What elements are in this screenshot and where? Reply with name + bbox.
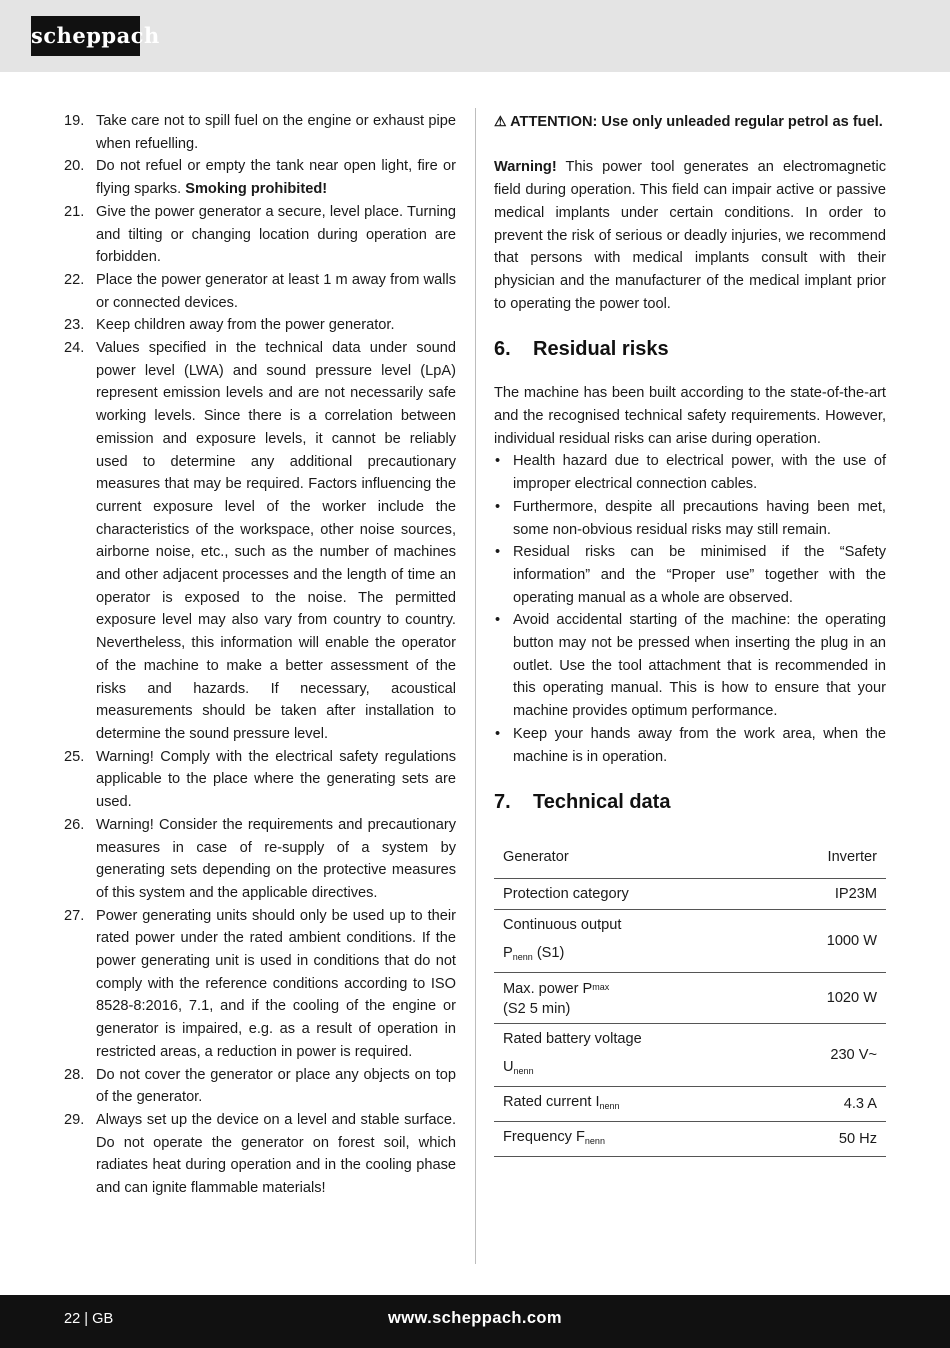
item-number: 26.	[64, 816, 85, 833]
row-value: IP23M	[767, 879, 886, 910]
item-text	[96, 155, 456, 200]
item-number: 25.	[64, 748, 85, 765]
bullet-text: Furthermore, despite all precautions having been met, some non-obvious residual risks may still remain.	[513, 498, 886, 538]
item-number: 19.	[64, 113, 85, 129]
label-suffix: (S1)	[532, 945, 565, 962]
row-value: 230 V~	[767, 1024, 886, 1087]
table-row	[494, 1122, 886, 1157]
page-number: 22	[64, 1311, 81, 1327]
section-heading-technical-data	[494, 790, 886, 814]
footer-band	[0, 1295, 950, 1348]
subscript: nenn	[512, 952, 533, 963]
table-row	[494, 879, 886, 910]
list-item	[64, 314, 456, 337]
column-divider	[475, 108, 476, 1264]
table-row	[494, 973, 886, 1024]
item-text: Values specified in the technical data under sound power level (LWA) and sound pressure level (LpA) represent emission levels and are not necessarily safe working levels. Since there is a correlation between emission and exposure levels, it cannot be reliably used to determine any additional precautionary measures that may be required. Factors influencing the current exposure level of the worker include the characteristics of the workspace, other noise sources, airborne noise, etc., such as the number of machines and other adjacent processes and the length of time an operator is exposed to the noise. The permitted exposure level may also vary from country to country. Nevertheless, this information will enable the operator of the machine to make a better assessment of the risks and hazards. If necessary, acoustical measurements should be taken after installation to determine the sound pressure level.	[96, 340, 456, 742]
bullet-item	[494, 496, 886, 541]
bullet-text: Avoid accidental starting of the machine: the operating button may not be pressed when inserting the plug in an outlet. Use the tool attachment that is recommended in this operating manual. This is how to ensure that your machine provides optimum performance.	[513, 612, 886, 720]
table-row	[494, 910, 886, 973]
item-text-bold: Smoking prohibited!	[185, 181, 328, 198]
section-title: Residual risks	[533, 338, 669, 361]
residual-intro: The machine has been built according to the state-of-the-art and the recognised technical safety requirements. However, individual residual risks can arise during operation.	[494, 385, 886, 447]
warning-text: This power tool generates an electromagnetic field during operation. This field can impair active or passive medical implants under certain conditions. In order to prevent the risk of serious or deadly injuries, we recommend that persons with medical implants consult with their physician and the manufacturer of the medical implant prior to operating the power tool.	[494, 159, 886, 312]
row-label-line	[503, 1056, 758, 1082]
item-text-plain: Do not refuel or empty the tank near open light, fire or flying sparks.	[96, 158, 456, 198]
item-number: 24.	[64, 340, 85, 357]
row-label	[494, 1122, 767, 1157]
subscript: nenn	[584, 1136, 605, 1147]
row-label: Protection category	[494, 879, 767, 910]
section-heading-residual-risks	[494, 337, 886, 361]
table-row	[494, 1087, 886, 1122]
item-text: Do not cover the generator or place any objects on top of the generator.	[96, 1066, 456, 1106]
bullet-dot: •	[495, 453, 501, 470]
bullet-text: Residual risks can be minimised if the “Safety information” and the “Proper use” together with the operating manual as a whole are observed.	[513, 544, 886, 606]
item-text: Place the power generator at least 1 m away from walls or connected devices.	[96, 271, 456, 311]
table-header-row	[494, 842, 886, 879]
list-item	[64, 1109, 456, 1200]
list-item	[64, 746, 456, 814]
item-text: Take care not to spill fuel on the engine or exhaust pipe when refuelling.	[96, 113, 456, 152]
label-text: Max. power P	[503, 981, 593, 998]
item-text: Always set up the device on a level and stable surface. Do not operate the generator on forest soil, which radiates heat during operation and in the cooling phase and can ignite flammable materials!	[96, 1111, 456, 1197]
warning-triangle-icon: ⚠	[494, 113, 507, 129]
row-value: 4.3 A	[767, 1087, 886, 1122]
bullet-dot: •	[495, 498, 501, 515]
bullet-item	[494, 450, 886, 495]
bullet-dot: •	[495, 725, 501, 742]
label-text: Rated current I	[503, 1094, 600, 1111]
right-column	[494, 110, 886, 1157]
list-item	[64, 814, 456, 905]
section-title: Technical data	[533, 791, 671, 814]
subscript: max	[592, 982, 610, 993]
website-url[interactable]: www.scheppach.com	[388, 1309, 562, 1327]
list-item	[64, 905, 456, 1064]
item-text: Warning! Comply with the electrical safety regulations applicable to the place where the generating sets are used.	[96, 748, 456, 811]
bullet-text: Keep your hands away from the work area, when the machine is in operation.	[513, 725, 886, 765]
list-item	[64, 337, 456, 746]
subscript: nenn	[513, 1066, 534, 1077]
bullet-item	[494, 609, 886, 723]
item-number: 23.	[64, 317, 85, 334]
row-label-line	[503, 942, 758, 968]
row-value: 50 Hz	[767, 1122, 886, 1157]
item-text: Power generating units should only be used up to their rated power under the rated ambient conditions. If the power generating unit is used in conditions that do not comply with the reference conditions according to ISO 8528-8:2016, 7.1, and if the cooling of the engine or generator is impaired, e.g. as a result of operation in restricted areas, a reduction in power is required.	[96, 907, 456, 1060]
table-header-value: Inverter	[767, 842, 886, 879]
item-number: 28.	[64, 1066, 85, 1083]
row-label-line	[503, 977, 758, 999]
item-number: 27.	[64, 907, 85, 924]
technical-data-table	[494, 842, 886, 1157]
item-number: 21.	[64, 203, 85, 220]
bullet-dot: •	[495, 612, 501, 629]
scheppach-logo: scheppach	[31, 16, 140, 56]
bullet-dot: •	[495, 544, 501, 561]
item-number: 20.	[64, 158, 85, 175]
item-number: 29.	[64, 1111, 85, 1128]
section-number: 6.	[494, 338, 511, 361]
table-row	[494, 1024, 886, 1087]
item-number: 22.	[64, 271, 85, 288]
list-item	[64, 155, 456, 200]
bullet-item	[494, 723, 886, 768]
bullet-text: Health hazard due to electrical power, with the use of improper electrical connection cables.	[513, 453, 886, 493]
row-value: 1000 W	[767, 910, 886, 973]
list-item	[64, 201, 456, 269]
item-text: Warning! Consider the requirements and precautionary measures in case of re-supply of a system by generating sets depending on the protective measures of this system and the applicable directives.	[96, 816, 456, 901]
symbol: U	[503, 1059, 514, 1076]
section-number: 7.	[494, 791, 511, 814]
attention-note	[494, 110, 886, 134]
header-band	[0, 0, 950, 72]
attention-text: ATTENTION: Use only unleaded regular petrol as fuel.	[510, 114, 883, 130]
list-item	[64, 269, 456, 314]
row-label	[494, 910, 767, 973]
warning-paragraph	[494, 156, 886, 315]
row-label	[494, 1087, 767, 1122]
label-text: Frequency F	[503, 1129, 585, 1146]
item-text: Give the power generator a secure, level place. Turning and tilting or changing location during operation are forbidden.	[96, 203, 456, 266]
language-code: GB	[92, 1311, 114, 1327]
page-separator: |	[84, 1311, 89, 1327]
row-label-line: (S2 5 min)	[503, 1001, 571, 1018]
row-value: 1020 W	[767, 973, 886, 1024]
row-label	[494, 973, 767, 1024]
left-column	[64, 110, 456, 1200]
row-label-line: Continuous output	[503, 917, 622, 934]
subscript: nenn	[599, 1101, 620, 1112]
list-item	[64, 1064, 456, 1109]
bullet-item	[494, 541, 886, 609]
row-label-line: Rated battery voltage	[503, 1031, 642, 1048]
list-item	[64, 110, 456, 155]
symbol: P	[503, 945, 513, 962]
row-label	[494, 1024, 767, 1087]
spacer	[494, 134, 886, 157]
warning-label: Warning!	[494, 159, 557, 176]
table-header-label: Generator	[494, 842, 767, 879]
item-text: Keep children away from the power generator.	[96, 317, 395, 334]
